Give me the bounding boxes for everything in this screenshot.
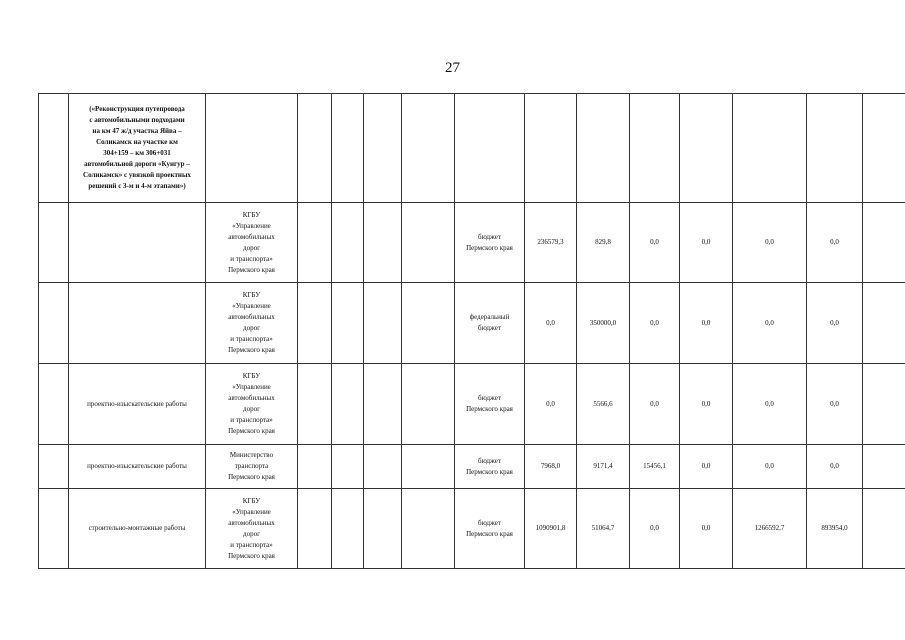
table-row — [39, 203, 905, 283]
funding-source-cell: бюджет Пермского края — [455, 445, 525, 489]
value-cell: 0,0 — [807, 283, 863, 364]
executor-cell: КГБУ «Управление автомобильных дорог и транспорта» Пермского края — [206, 203, 298, 283]
project-description: («Реконструкция путепровода с автомобильными подходами на км 47 ж/д участка Яйва – Соликамск на участке км 304+159 – км 306+031 автомобильной дороги «Кунгур – Соликамск» с увязкой проектных решений с 3-м и 4-м этапами») — [69, 94, 206, 203]
value-cell: 1090901,8 — [525, 489, 577, 569]
value-cell — [863, 364, 905, 445]
executor-cell: КГБУ «Управление автомобильных дорог и транспорта» Пермского края — [206, 364, 298, 445]
value-cell: 0,0 — [680, 283, 733, 364]
work-type-cell — [69, 203, 206, 283]
work-type-cell: проектно-изыскательские работы — [69, 364, 206, 445]
value-cell: 0,0 — [630, 203, 680, 283]
value-cell: 0,0 — [630, 283, 680, 364]
table-row — [39, 445, 905, 489]
value-cell — [863, 489, 905, 569]
value-cell: 0,0 — [807, 445, 863, 489]
value-cell: 0,0 — [630, 489, 680, 569]
program-table — [38, 93, 905, 569]
work-type-cell: строительно-монтажные работы — [69, 489, 206, 569]
table-row-header — [39, 94, 905, 203]
value-cell: 1266592,7 — [733, 489, 807, 569]
funding-source-cell: федеральный бюджет — [455, 283, 525, 364]
value-cell: 0,0 — [680, 203, 733, 283]
value-cell: 7968,0 — [525, 445, 577, 489]
value-cell: 15456,1 — [630, 445, 680, 489]
funding-source-cell: бюджет Пермского края — [455, 364, 525, 445]
value-cell: 5566,6 — [577, 364, 630, 445]
value-cell — [863, 283, 905, 364]
value-cell: 9171,4 — [577, 445, 630, 489]
value-cell: 0,0 — [733, 283, 807, 364]
value-cell: 0,0 — [733, 445, 807, 489]
value-cell: 0,0 — [733, 364, 807, 445]
executor-cell: Министерство транспорта Пермского края — [206, 445, 298, 489]
table-row — [39, 489, 905, 569]
value-cell: 0,0 — [680, 364, 733, 445]
table-row — [39, 364, 905, 445]
table-row — [39, 283, 905, 364]
value-cell — [863, 445, 905, 489]
value-cell: 0,0 — [807, 364, 863, 445]
executor-cell: КГБУ «Управление автомобильных дорог и транспорта» Пермского края — [206, 283, 298, 364]
value-cell: 0,0 — [630, 364, 680, 445]
value-cell: 0,0 — [525, 364, 577, 445]
value-cell — [863, 203, 905, 283]
value-cell: 0,0 — [733, 203, 807, 283]
value-cell: 829,8 — [577, 203, 630, 283]
page-number: 27 — [445, 60, 460, 76]
work-type-cell — [69, 283, 206, 364]
value-cell: 51064,7 — [577, 489, 630, 569]
row-number-cell — [39, 94, 69, 203]
executor-cell: КГБУ «Управление автомобильных дорог и транспорта» Пермского края — [206, 489, 298, 569]
value-cell: 0,0 — [680, 445, 733, 489]
value-cell: 236579,3 — [525, 203, 577, 283]
funding-source-cell: бюджет Пермского края — [455, 489, 525, 569]
funding-source-cell: бюджет Пермского края — [455, 203, 525, 283]
value-cell: 350000,0 — [577, 283, 630, 364]
value-cell: 0,0 — [680, 489, 733, 569]
value-cell: 0,0 — [525, 283, 577, 364]
value-cell: 0,0 — [807, 203, 863, 283]
value-cell: 893954,0 — [807, 489, 863, 569]
work-type-cell: проектно-изыскательские работы — [69, 445, 206, 489]
